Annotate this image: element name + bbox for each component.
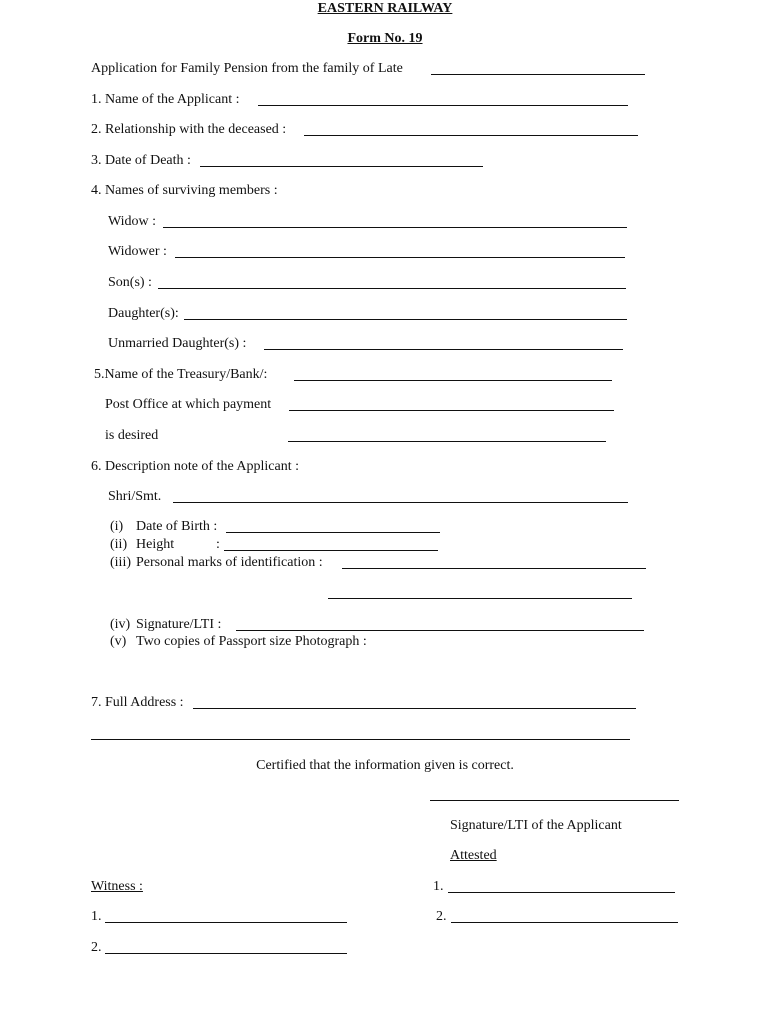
shri-smt-label: Shri/Smt. [108, 489, 162, 504]
unmarried-daughters-field[interactable] [264, 349, 623, 350]
identification-marks-field-2[interactable] [328, 598, 632, 599]
attest-1-field[interactable] [448, 892, 675, 893]
applicant-signature-field[interactable] [430, 800, 679, 801]
attested-label: Attested [450, 848, 497, 863]
daughters-field[interactable] [184, 319, 627, 320]
dob-number: (i) [110, 519, 124, 534]
passport-photo-label: Two copies of Passport size Photograph : [136, 634, 367, 649]
description-note-label: 6. Description note of the Applicant : [91, 459, 300, 474]
form-number: Form No. 19 [347, 31, 423, 46]
full-address-field[interactable] [193, 708, 636, 709]
post-office-label: Post Office at which payment [105, 397, 272, 412]
daughters-label: Daughter(s): [108, 306, 179, 321]
attest-1-number: 1. [433, 879, 444, 894]
sons-field[interactable] [158, 288, 626, 289]
surviving-members-label: 4. Names of surviving members : [91, 183, 278, 198]
intro-label: Application for Family Pension from the family of Late [91, 61, 403, 76]
date-of-death-label: 3. Date of Death : [91, 153, 191, 168]
is-desired-label: is desired [105, 428, 159, 443]
sons-label: Son(s) : [108, 275, 152, 290]
applicant-name-label: 1. Name of the Applicant : [91, 92, 240, 107]
attest-2-field[interactable] [451, 922, 678, 923]
height-number: (ii) [110, 537, 128, 552]
treasury-bank-field[interactable] [294, 380, 612, 381]
photo-number: (v) [110, 634, 127, 649]
post-office-field[interactable] [289, 410, 614, 411]
dob-label: Date of Birth : [136, 519, 218, 534]
treasury-bank-label: 5.Name of the Treasury/Bank/: [94, 367, 268, 382]
widow-label: Widow : [108, 214, 157, 229]
identification-marks-field[interactable] [342, 568, 646, 569]
witness-1-number: 1. [91, 909, 102, 924]
height-colon: : [216, 537, 220, 552]
height-label: Height [136, 537, 175, 552]
widower-label: Widower : [108, 244, 167, 259]
witness-label: Witness : [91, 879, 143, 894]
applicant-name-field[interactable] [258, 105, 628, 106]
date-of-death-field[interactable] [200, 166, 483, 167]
widow-field[interactable] [163, 227, 627, 228]
unmarried-daughters-label: Unmarried Daughter(s) : [108, 336, 247, 351]
relationship-label: 2. Relationship with the deceased : [91, 122, 287, 137]
applicant-signature-label: Signature/LTI of the Applicant [450, 818, 622, 833]
witness-2-number: 2. [91, 940, 102, 955]
signature-number: (iv) [110, 617, 131, 632]
witness-1-field[interactable] [105, 922, 347, 923]
is-desired-field[interactable] [288, 441, 606, 442]
certification-statement: Certified that the information given is correct. [256, 758, 514, 773]
shri-smt-field[interactable] [173, 502, 628, 503]
height-field[interactable] [224, 550, 438, 551]
widower-field[interactable] [175, 257, 625, 258]
form-org-title: EASTERN RAILWAY [317, 1, 453, 16]
identification-marks-label: Personal marks of identification : [136, 555, 323, 570]
witness-2-field[interactable] [105, 953, 347, 954]
late-name-field[interactable] [431, 74, 645, 75]
signature-lti-field[interactable] [236, 630, 644, 631]
signature-lti-label: Signature/LTI : [136, 617, 222, 632]
relationship-field[interactable] [304, 135, 638, 136]
full-address-field-2[interactable] [91, 739, 630, 740]
full-address-label: 7. Full Address : [91, 695, 184, 710]
dob-field[interactable] [226, 532, 440, 533]
attest-2-number: 2. [436, 909, 447, 924]
marks-number: (iii) [110, 555, 131, 570]
